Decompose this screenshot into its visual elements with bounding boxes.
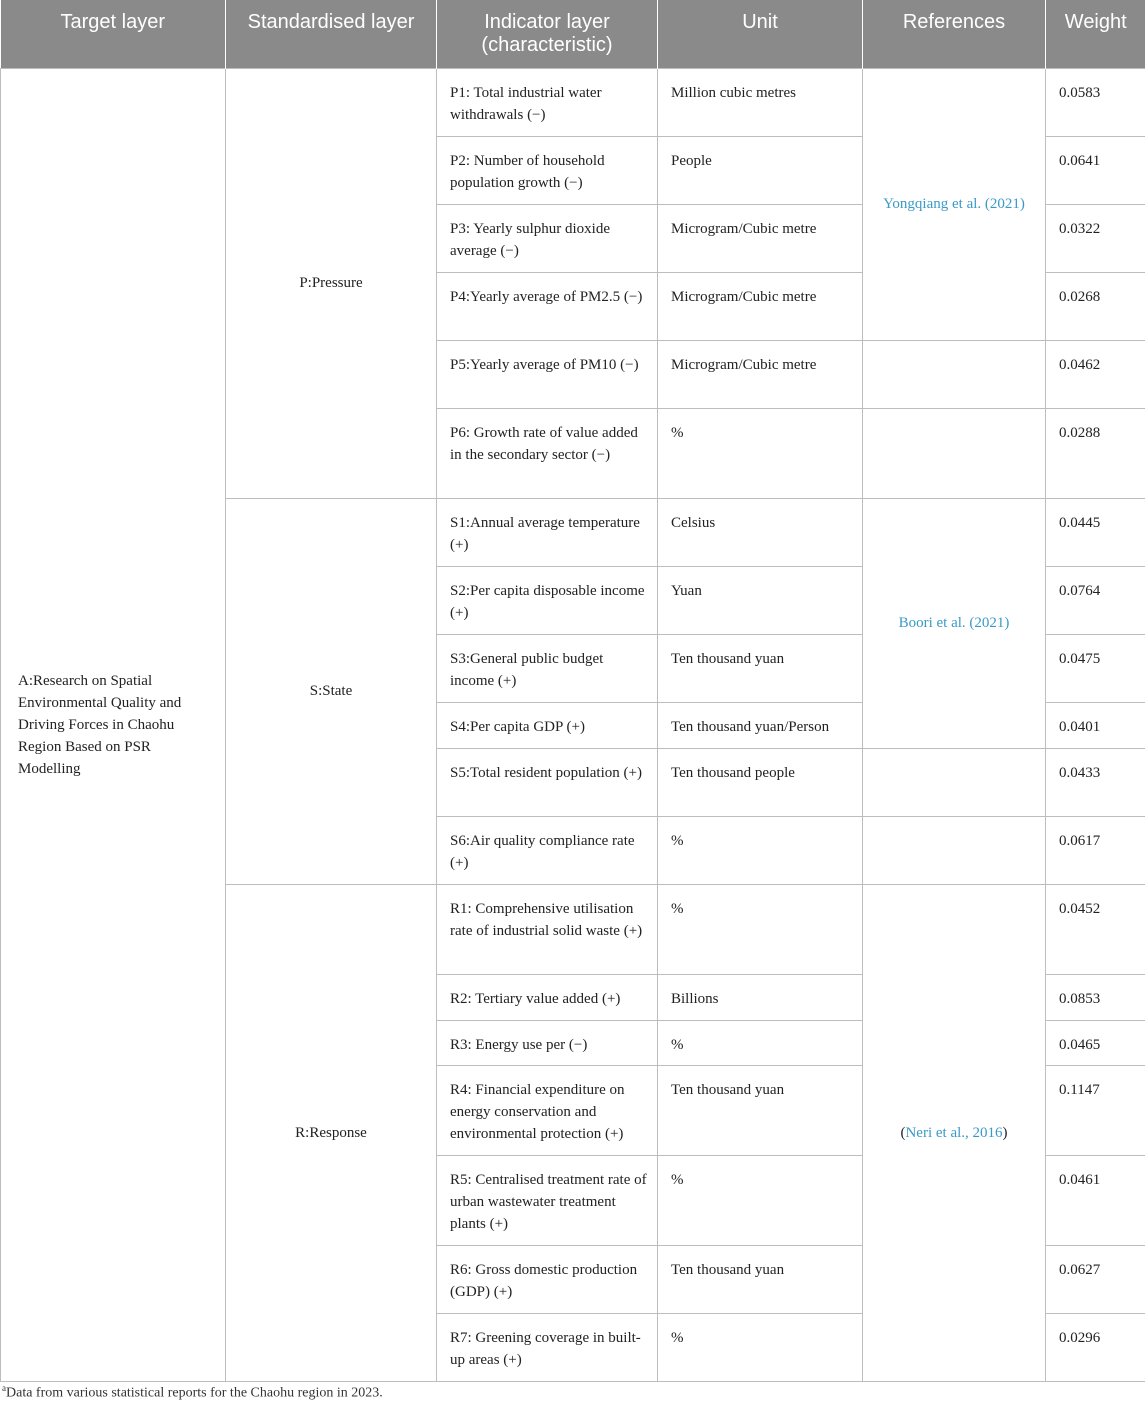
weight-cell: 0.0641 xyxy=(1046,136,1145,204)
weight-cell: 0.0853 xyxy=(1046,974,1145,1020)
unit-cell: Celsius xyxy=(658,498,863,566)
indicator-cell: S2:Per capita disposable income (+) xyxy=(437,566,658,634)
indicator-cell: P6: Growth rate of value added in the secondary sector (−) xyxy=(437,408,658,498)
unit-cell: % xyxy=(658,1155,863,1245)
table-row xyxy=(1,68,1145,136)
weight-cell: 0.0617 xyxy=(1046,816,1145,884)
indicator-cell: R6: Gross domestic production (GDP) (+) xyxy=(437,1245,658,1313)
weight-cell: 0.0322 xyxy=(1046,204,1145,272)
reference-close-paren: ) xyxy=(1002,1124,1008,1141)
indicator-cell: S4:Per capita GDP (+) xyxy=(437,702,658,748)
unit-cell: Microgram/Cubic metre xyxy=(658,340,863,408)
weight-cell: 0.0627 xyxy=(1046,1245,1145,1313)
indicator-cell: P5:Yearly average of PM10 (−) xyxy=(437,340,658,408)
layer-response: R:Response xyxy=(226,884,437,1381)
weight-cell: 0.0401 xyxy=(1046,702,1145,748)
header-row xyxy=(1,0,1145,68)
header-target-layer: Target layer xyxy=(1,0,226,68)
weight-cell: 0.0461 xyxy=(1046,1155,1145,1245)
unit-cell: % xyxy=(658,408,863,498)
unit-cell: % xyxy=(658,816,863,884)
indicator-cell: P1: Total industrial water withdrawals (−) xyxy=(437,68,658,136)
indicator-cell: S3:General public budget income (+) xyxy=(437,634,658,702)
indicator-cell: P2: Number of household population growth (−) xyxy=(437,136,658,204)
footnote-marker: a xyxy=(2,1383,6,1393)
weight-cell: 0.0764 xyxy=(1046,566,1145,634)
reference-empty-cell xyxy=(863,816,1046,884)
reference-neri-cell xyxy=(863,884,1046,1381)
unit-cell: Ten thousand yuan xyxy=(658,1245,863,1313)
weight-cell: 0.0433 xyxy=(1046,748,1145,816)
header-standardised-layer: Standardised layer xyxy=(226,0,437,68)
unit-cell: Microgram/Cubic metre xyxy=(658,272,863,340)
reference-empty-cell xyxy=(863,340,1046,408)
indicator-cell: R5: Centralised treatment rate of urban wastewater treatment plants (+) xyxy=(437,1155,658,1245)
unit-cell: % xyxy=(658,1313,863,1381)
weight-cell: 0.0462 xyxy=(1046,340,1145,408)
reference-yongqiang-link[interactable]: Yongqiang et al. (2021) xyxy=(863,68,1046,340)
header-references: References xyxy=(863,0,1046,68)
weight-cell: 0.0583 xyxy=(1046,68,1145,136)
reference-open-paren: ( xyxy=(900,1124,906,1141)
header-weight: Weight xyxy=(1046,0,1145,68)
unit-cell: % xyxy=(658,1020,863,1065)
unit-cell: Ten thousand yuan xyxy=(658,634,863,702)
weight-cell: 0.0296 xyxy=(1046,1313,1145,1381)
footnote-text: Data from various statistical reports for the Chaohu region in 2023. xyxy=(6,1385,383,1401)
table-footnote xyxy=(2,1383,383,1402)
indicator-cell: P3: Yearly sulphur dioxide average (−) xyxy=(437,204,658,272)
target-layer-cell: A:Research on Spatial Environmental Quality and Driving Forces in Chaohu Region Based on PSR Modelling xyxy=(1,68,226,1381)
indicator-cell: S5:Total resident population (+) xyxy=(437,748,658,816)
unit-cell: People xyxy=(658,136,863,204)
header-indicator-layer: Indicator layer (characteristic) xyxy=(437,0,658,68)
weight-cell: 0.0288 xyxy=(1046,408,1145,498)
indicator-cell: R7: Greening coverage in built-up areas (+) xyxy=(437,1313,658,1381)
weight-cell: 0.0475 xyxy=(1046,634,1145,702)
weight-cell: 0.0452 xyxy=(1046,884,1145,974)
layer-state: S:State xyxy=(226,498,437,884)
indicator-cell: R3: Energy use per (−) xyxy=(437,1020,658,1065)
unit-cell: Ten thousand people xyxy=(658,748,863,816)
weight-cell: 0.0465 xyxy=(1046,1020,1145,1065)
weight-cell: 0.0268 xyxy=(1046,272,1145,340)
unit-cell: Billions xyxy=(658,974,863,1020)
indicator-cell: R1: Comprehensive utilisation rate of industrial solid waste (+) xyxy=(437,884,658,974)
reference-empty-cell xyxy=(863,748,1046,816)
reference-empty-cell xyxy=(863,408,1046,498)
indicator-cell: S1:Annual average temperature (+) xyxy=(437,498,658,566)
unit-cell: Million cubic metres xyxy=(658,68,863,136)
reference-neri-link[interactable]: Neri et al., 2016 xyxy=(905,1124,1003,1141)
indicator-cell: P4:Yearly average of PM2.5 (−) xyxy=(437,272,658,340)
unit-cell: % xyxy=(658,884,863,974)
header-unit: Unit xyxy=(658,0,863,68)
unit-cell: Microgram/Cubic metre xyxy=(658,204,863,272)
weight-cell: 0.1147 xyxy=(1046,1065,1145,1155)
weight-cell: 0.0445 xyxy=(1046,498,1145,566)
reference-boori-link[interactable]: Boori et al. (2021) xyxy=(863,498,1046,748)
unit-cell: Ten thousand yuan/Person xyxy=(658,702,863,748)
layer-pressure: P:Pressure xyxy=(226,68,437,498)
unit-cell: Yuan xyxy=(658,566,863,634)
indicator-cell: R2: Tertiary value added (+) xyxy=(437,974,658,1020)
indicator-cell: R4: Financial expenditure on energy conservation and environmental protection (+) xyxy=(437,1065,658,1155)
indicator-cell: S6:Air quality compliance rate (+) xyxy=(437,816,658,884)
unit-cell: Ten thousand yuan xyxy=(658,1065,863,1155)
